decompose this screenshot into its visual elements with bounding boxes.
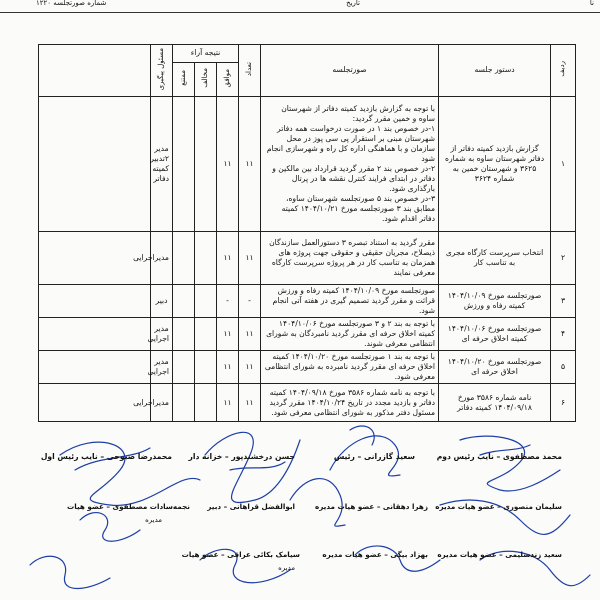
signature-secretary: ابوالفضل قراهانی – دبیر [207, 502, 295, 511]
signature-board-member-dehghani: زهرا دهقانی – عضو هیات مدیره [314, 502, 428, 511]
cell-agenda: گزارش بازدید کمیته دفاتر از دفاتر شهرستان ساوه به شماره ۳۶۲۵ و شهرستان خمین به شماره ۳۶۲۴ [439, 97, 551, 232]
cell-responsible: دبیر [151, 285, 173, 318]
signature-board-member-bakaei: سیامک بکائی عراقی – عضو هیات [181, 550, 300, 559]
minutes-line: با توجه به نامه شماره ۳۵۸۶ مورخ ۱۴۰۴/۰۹/۱۸ کمیته دفاتر و بازدید مجدد در تاریخ ۱۴۰۴/۱۰/۲۴ مقرر گردید مسئول دفتر مذکور به شورای انتظامی معرفی شود. [269, 387, 436, 417]
minutes-line: با توجه به بند ۱ صورتجلسه مورخ ۱۴۰۴/۱۰/۲۰ کمیته اخلاق حرفه ای مقرر گردید نامبرده به شورای انتظامی معرفی شود. [264, 352, 436, 382]
header-agree: موافق [217, 63, 239, 97]
signature-board-member-mansouri: سلیمان منصوری – عضو هیات مدیره [435, 502, 562, 511]
header-right-mark: نا [589, 0, 594, 7]
header-minutes: صورتجلسه [261, 45, 439, 97]
minutes-line: مقرر گردید به استناد تبصره ۳ دستورالعمل سازندگان ذیصلاح، مجریان حقیقی و حقوقی جهت پروژه های همزمان به تناسب کار در هر پروژه سرپرست کارگاه معرفی نمایند [269, 237, 436, 278]
cell-row-number: ۴ [551, 318, 576, 351]
header-oppose: مخالف [195, 63, 217, 97]
cell-row-number: ۶ [551, 384, 576, 422]
header-abstain: ممتنع [173, 63, 195, 97]
header-row-number: ردیف [551, 45, 576, 97]
cell-row-number: ۳ [551, 285, 576, 318]
minutes-line: ۲-در خصوص بند ۲ مقرر گردید قرارداد بین مالکین و دفاتر در ابتدای فرایند کنترل نقشه ها در پرتال بارگذاری شود. [272, 164, 436, 194]
header-date-label: تاریخ [346, 0, 360, 7]
header-responsible: مسئول پیگیری [151, 45, 173, 97]
cell-responsible: مدیر اجرایی [151, 318, 173, 351]
cell-agenda: نامه شماره ۳۵۸۶ مورخ ۱۴۰۴/۰۹/۱۸ کمیته دفاتر [439, 384, 551, 422]
cell-agenda: صورتجلسه مورخ ۱۴۰۴/۱۰/۰۶ کمیته اخلاق حرفه ای [439, 318, 551, 351]
minutes-line: ۳-در خصوص بند ۵ صورتجلسه شهرستان ساوه، مطابق بند ۳ صورتجلسه مورخ ۱۴۰۴/۱۰/۲۱ کمیته دفاتر اقدام شود. [281, 194, 436, 224]
cell-responsible: مدیراجرایی [151, 384, 173, 422]
cell-agree: - [217, 285, 239, 318]
minutes-line: ۱-در خصوص بند ۱ در صورت درخواست همه دفاتر شهرستان مبنی بر استقرار پی سی پوز در محل سازمان و با هماهنگی اداره کل راه و شهرسازی انجام شود [266, 123, 436, 163]
signature-board-member-bakaei-cont: مدیره [278, 564, 295, 572]
minutes-line: صورتجلسه مورخ ۱۴۰۴/۱۰/۰۹ کمیته رفاه و ورزش قرائت و مقرر گردید تصمیم گیری در هفته آتی انجام شود. [272, 286, 436, 316]
header-count: تعداد [239, 45, 261, 97]
signature-board-member-mostafavi-cont: مدیره [145, 516, 162, 524]
cell-row-number: ۲ [551, 232, 576, 285]
signature-president: سعید گازرانی – رئیس [333, 452, 415, 461]
signature-board-member-beigi: بهزاد بیگی – عضو هیات مدیره [322, 550, 428, 559]
cell-responsible: مدیر ۲تدبیر کمیته دفاتر [151, 97, 173, 232]
cell-agree: ۱۱ [217, 97, 239, 232]
cell-agree: ۱۱ [217, 318, 239, 351]
cell-count: ۱۱ [239, 232, 261, 285]
signature-board-member-mostafavi: نجمه‌سادات مصطفوی – عضو هیات [67, 502, 190, 511]
header-agenda: دستور جلسه [439, 45, 551, 97]
cell-responsible: مدیراجرایی [151, 232, 173, 285]
cell-agree: ۱۱ [217, 384, 239, 422]
cell-count: ۱۱ [239, 384, 261, 422]
cell-count: - [239, 285, 261, 318]
cell-agree: ۱۱ [217, 351, 239, 384]
cell-count: ۱۱ [239, 351, 261, 384]
signature-treasurer: حسن درخشندپور – خزانه دار [188, 452, 295, 461]
cell-row-number: ۱ [551, 97, 576, 232]
cell-count: ۱۱ [239, 97, 261, 232]
signature-deputy-one: محمدرضا صبوحی – نایب رئیس اول [40, 452, 172, 461]
cell-responsible: مدیر اجرایی [151, 351, 173, 384]
signature-deputy-two: محمد مصطفوی – نایب رئیس دوم [436, 452, 562, 461]
header-vote-result: نتیجه آراء [173, 45, 239, 63]
cell-agenda: صورتجلسه مورخ ۱۴۰۴/۱۰/۲۰ اخلاق حرفه ای [439, 351, 551, 384]
header-minutes-number: شماره صورتجلسه ۱۲۲۰ [36, 0, 107, 7]
signature-board-member-zandsalimi: سعید زندسلیمی – عضو هیات مدیره [437, 550, 562, 559]
cell-row-number: ۵ [551, 351, 576, 384]
minutes-line: با توجه به گزارش بازدید کمیته دفاتر از شهرستان ساوه و خمین مقرر گردید: [281, 103, 436, 123]
cell-count: ۱۱ [239, 318, 261, 351]
minutes-line: با توجه به بند ۲ و ۳ صورتجلسه مورخ ۱۴۰۴/۱۰/۰۶ کمیته اخلاق حرفه ای مقرر گردید نامبردگان به شورای انتظامی معرفی شوند. [266, 319, 436, 349]
cell-agenda: صورتجلسه مورخ ۱۴۰۴/۱۰/۰۹ کمیته رفاه و ورزش [439, 285, 551, 318]
cell-agree: ۱۱ [217, 232, 239, 285]
cell-agenda: انتخاب سرپرست کارگاه مجری به تناسب کار [439, 232, 551, 285]
